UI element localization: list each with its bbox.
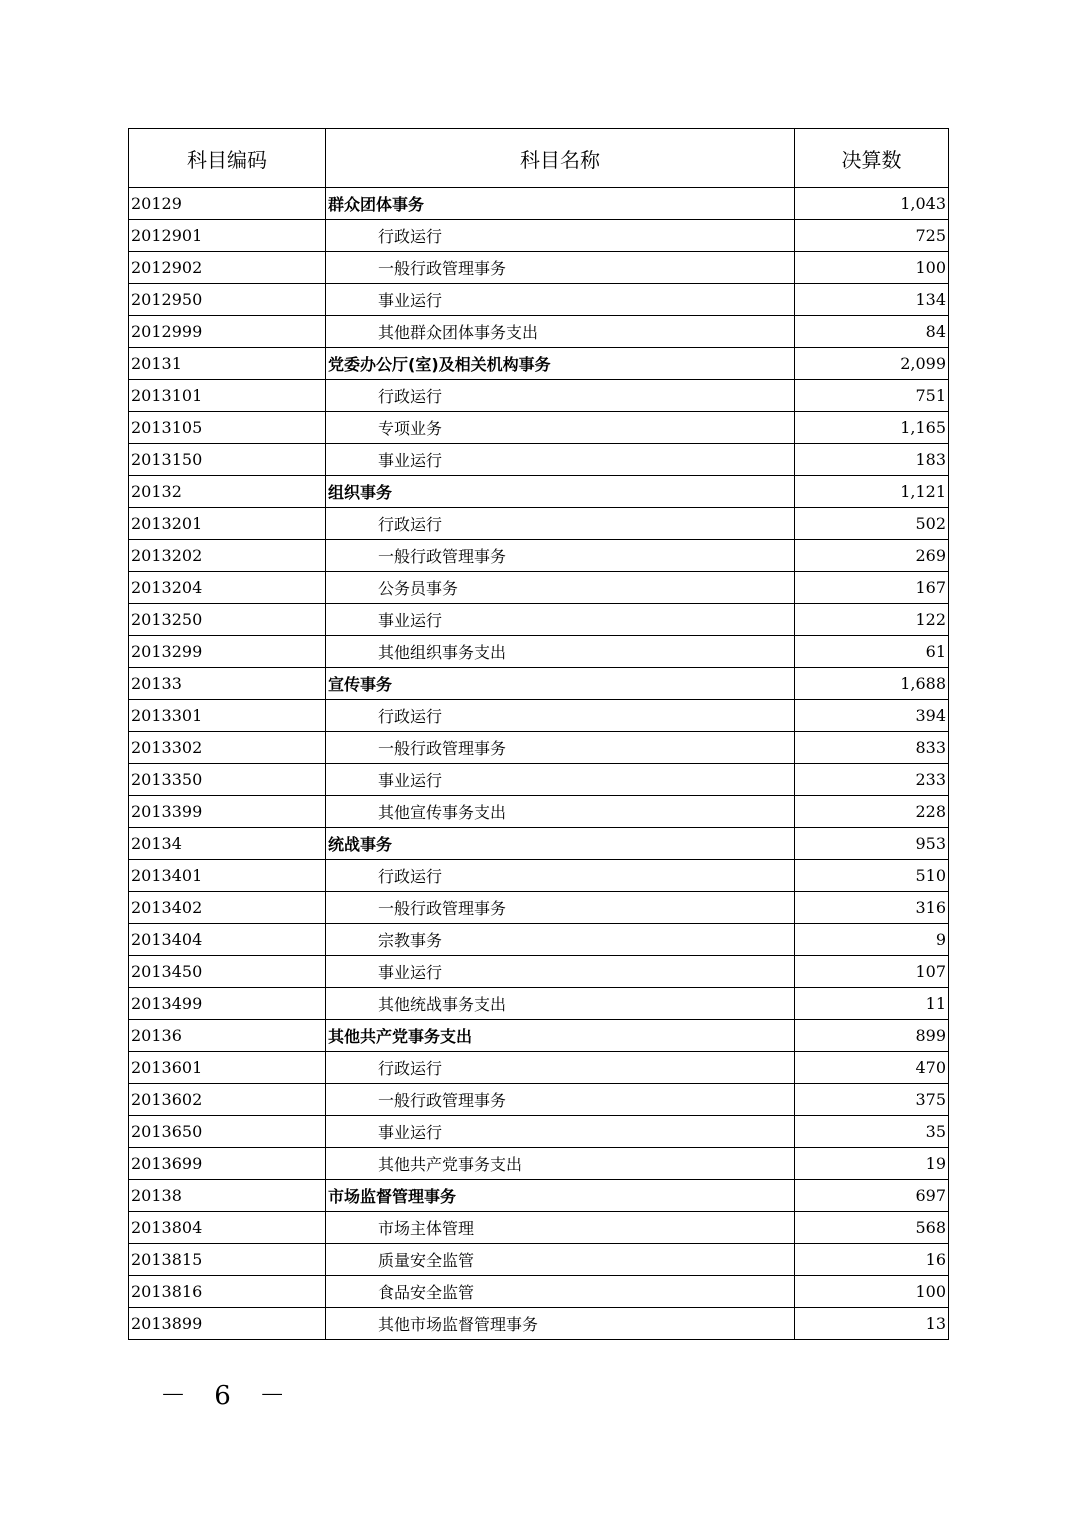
name-cell: 事业运行: [326, 604, 795, 636]
table-row: [129, 1052, 949, 1084]
name-cell: 宣传事务: [326, 668, 795, 700]
amount-cell: 751: [795, 380, 949, 412]
table-row: [129, 572, 949, 604]
table-row: [129, 1276, 949, 1308]
category-row: [129, 348, 949, 380]
amount-cell: 100: [795, 1276, 949, 1308]
table-row: [129, 508, 949, 540]
table-row: [129, 732, 949, 764]
name-cell: 其他组织事务支出: [326, 636, 795, 668]
code-cell: 2013816: [129, 1276, 326, 1308]
table-row: [129, 412, 949, 444]
name-cell: 事业运行: [326, 444, 795, 476]
page-number: － 6 －: [160, 1381, 296, 1411]
name-cell: 食品安全监管: [326, 1276, 795, 1308]
amount-cell: 35: [795, 1116, 949, 1148]
header-amount: 决算数: [795, 129, 949, 188]
category-row: [129, 668, 949, 700]
table-row: [129, 284, 949, 316]
code-cell: 2013399: [129, 796, 326, 828]
name-cell: 其他统战事务支出: [326, 988, 795, 1020]
header-name: 科目名称: [326, 129, 795, 188]
table-body: [129, 188, 949, 1340]
amount-cell: 697: [795, 1180, 949, 1212]
budget-table: [128, 128, 949, 1340]
name-cell: 市场监督管理事务: [326, 1180, 795, 1212]
amount-cell: 2,099: [795, 348, 949, 380]
amount-cell: 375: [795, 1084, 949, 1116]
name-cell: 其他宣传事务支出: [326, 796, 795, 828]
code-cell: 20132: [129, 476, 326, 508]
table-row: [129, 924, 949, 956]
name-cell: 事业运行: [326, 1116, 795, 1148]
amount-cell: 228: [795, 796, 949, 828]
name-cell: 事业运行: [326, 764, 795, 796]
code-cell: 20138: [129, 1180, 326, 1212]
name-cell: 其他共产党事务支出: [326, 1020, 795, 1052]
code-cell: 2013450: [129, 956, 326, 988]
code-cell: 20129: [129, 188, 326, 220]
code-cell: 2013899: [129, 1308, 326, 1340]
code-cell: 2012950: [129, 284, 326, 316]
table-row: [129, 892, 949, 924]
category-row: [129, 188, 949, 220]
name-cell: 组织事务: [326, 476, 795, 508]
category-row: [129, 828, 949, 860]
name-cell: 一般行政管理事务: [326, 892, 795, 924]
amount-cell: 13: [795, 1308, 949, 1340]
amount-cell: 122: [795, 604, 949, 636]
amount-cell: 502: [795, 508, 949, 540]
name-cell: 行政运行: [326, 380, 795, 412]
name-cell: 公务员事务: [326, 572, 795, 604]
amount-cell: 233: [795, 764, 949, 796]
name-cell: 其他市场监督管理事务: [326, 1308, 795, 1340]
name-cell: 党委办公厅(室)及相关机构事务: [326, 348, 795, 380]
amount-cell: 1,688: [795, 668, 949, 700]
code-cell: 20134: [129, 828, 326, 860]
amount-cell: 9: [795, 924, 949, 956]
name-cell: 行政运行: [326, 508, 795, 540]
code-cell: 20131: [129, 348, 326, 380]
code-cell: 2013350: [129, 764, 326, 796]
amount-cell: 84: [795, 316, 949, 348]
name-cell: 一般行政管理事务: [326, 732, 795, 764]
code-cell: 2013202: [129, 540, 326, 572]
code-cell: 2013804: [129, 1212, 326, 1244]
code-cell: 2012999: [129, 316, 326, 348]
amount-cell: 568: [795, 1212, 949, 1244]
code-cell: 2013650: [129, 1116, 326, 1148]
amount-cell: 953: [795, 828, 949, 860]
table-row: [129, 860, 949, 892]
code-cell: 2013601: [129, 1052, 326, 1084]
amount-cell: 167: [795, 572, 949, 604]
category-row: [129, 476, 949, 508]
name-cell: 专项业务: [326, 412, 795, 444]
name-cell: 事业运行: [326, 284, 795, 316]
code-cell: 2013602: [129, 1084, 326, 1116]
table-row: [129, 700, 949, 732]
table-row: [129, 1308, 949, 1340]
code-cell: 2013101: [129, 380, 326, 412]
amount-cell: 1,043: [795, 188, 949, 220]
amount-cell: 100: [795, 252, 949, 284]
code-cell: 2013150: [129, 444, 326, 476]
code-cell: 20136: [129, 1020, 326, 1052]
code-cell: 2013699: [129, 1148, 326, 1180]
table-row: [129, 796, 949, 828]
amount-cell: 725: [795, 220, 949, 252]
code-cell: 2013404: [129, 924, 326, 956]
table-row: [129, 380, 949, 412]
amount-cell: 19: [795, 1148, 949, 1180]
table-row: [129, 1148, 949, 1180]
amount-cell: 1,165: [795, 412, 949, 444]
name-cell: 事业运行: [326, 956, 795, 988]
name-cell: 宗教事务: [326, 924, 795, 956]
code-cell: 2013105: [129, 412, 326, 444]
code-cell: 2013201: [129, 508, 326, 540]
amount-cell: 833: [795, 732, 949, 764]
table-header-row: [129, 129, 949, 188]
table-row: [129, 636, 949, 668]
name-cell: 行政运行: [326, 1052, 795, 1084]
name-cell: 统战事务: [326, 828, 795, 860]
amount-cell: 269: [795, 540, 949, 572]
table-row: [129, 444, 949, 476]
table-row: [129, 604, 949, 636]
name-cell: 质量安全监管: [326, 1244, 795, 1276]
code-cell: 2013499: [129, 988, 326, 1020]
amount-cell: 510: [795, 860, 949, 892]
code-cell: 2012902: [129, 252, 326, 284]
header-code: 科目编码: [129, 129, 326, 188]
amount-cell: 107: [795, 956, 949, 988]
amount-cell: 1,121: [795, 476, 949, 508]
amount-cell: 183: [795, 444, 949, 476]
table-row: [129, 956, 949, 988]
name-cell: 一般行政管理事务: [326, 540, 795, 572]
code-cell: 20133: [129, 668, 326, 700]
code-cell: 2013815: [129, 1244, 326, 1276]
table-row: [129, 1244, 949, 1276]
amount-cell: 899: [795, 1020, 949, 1052]
amount-cell: 16: [795, 1244, 949, 1276]
table-row: [129, 540, 949, 572]
table-row: [129, 988, 949, 1020]
code-cell: 2013402: [129, 892, 326, 924]
name-cell: 行政运行: [326, 860, 795, 892]
table-row: [129, 1116, 949, 1148]
amount-cell: 394: [795, 700, 949, 732]
code-cell: 2013204: [129, 572, 326, 604]
amount-cell: 61: [795, 636, 949, 668]
table-row: [129, 764, 949, 796]
table-row: [129, 1084, 949, 1116]
name-cell: 其他群众团体事务支出: [326, 316, 795, 348]
table-row: [129, 252, 949, 284]
name-cell: 其他共产党事务支出: [326, 1148, 795, 1180]
code-cell: 2013299: [129, 636, 326, 668]
name-cell: 一般行政管理事务: [326, 1084, 795, 1116]
name-cell: 行政运行: [326, 220, 795, 252]
code-cell: 2012901: [129, 220, 326, 252]
table-row: [129, 1212, 949, 1244]
amount-cell: 470: [795, 1052, 949, 1084]
table-row: [129, 316, 949, 348]
amount-cell: 134: [795, 284, 949, 316]
code-cell: 2013401: [129, 860, 326, 892]
category-row: [129, 1180, 949, 1212]
amount-cell: 316: [795, 892, 949, 924]
code-cell: 2013302: [129, 732, 326, 764]
name-cell: 一般行政管理事务: [326, 252, 795, 284]
name-cell: 市场主体管理: [326, 1212, 795, 1244]
category-row: [129, 1020, 949, 1052]
name-cell: 行政运行: [326, 700, 795, 732]
code-cell: 2013301: [129, 700, 326, 732]
code-cell: 2013250: [129, 604, 326, 636]
amount-cell: 11: [795, 988, 949, 1020]
table-row: [129, 220, 949, 252]
name-cell: 群众团体事务: [326, 188, 795, 220]
